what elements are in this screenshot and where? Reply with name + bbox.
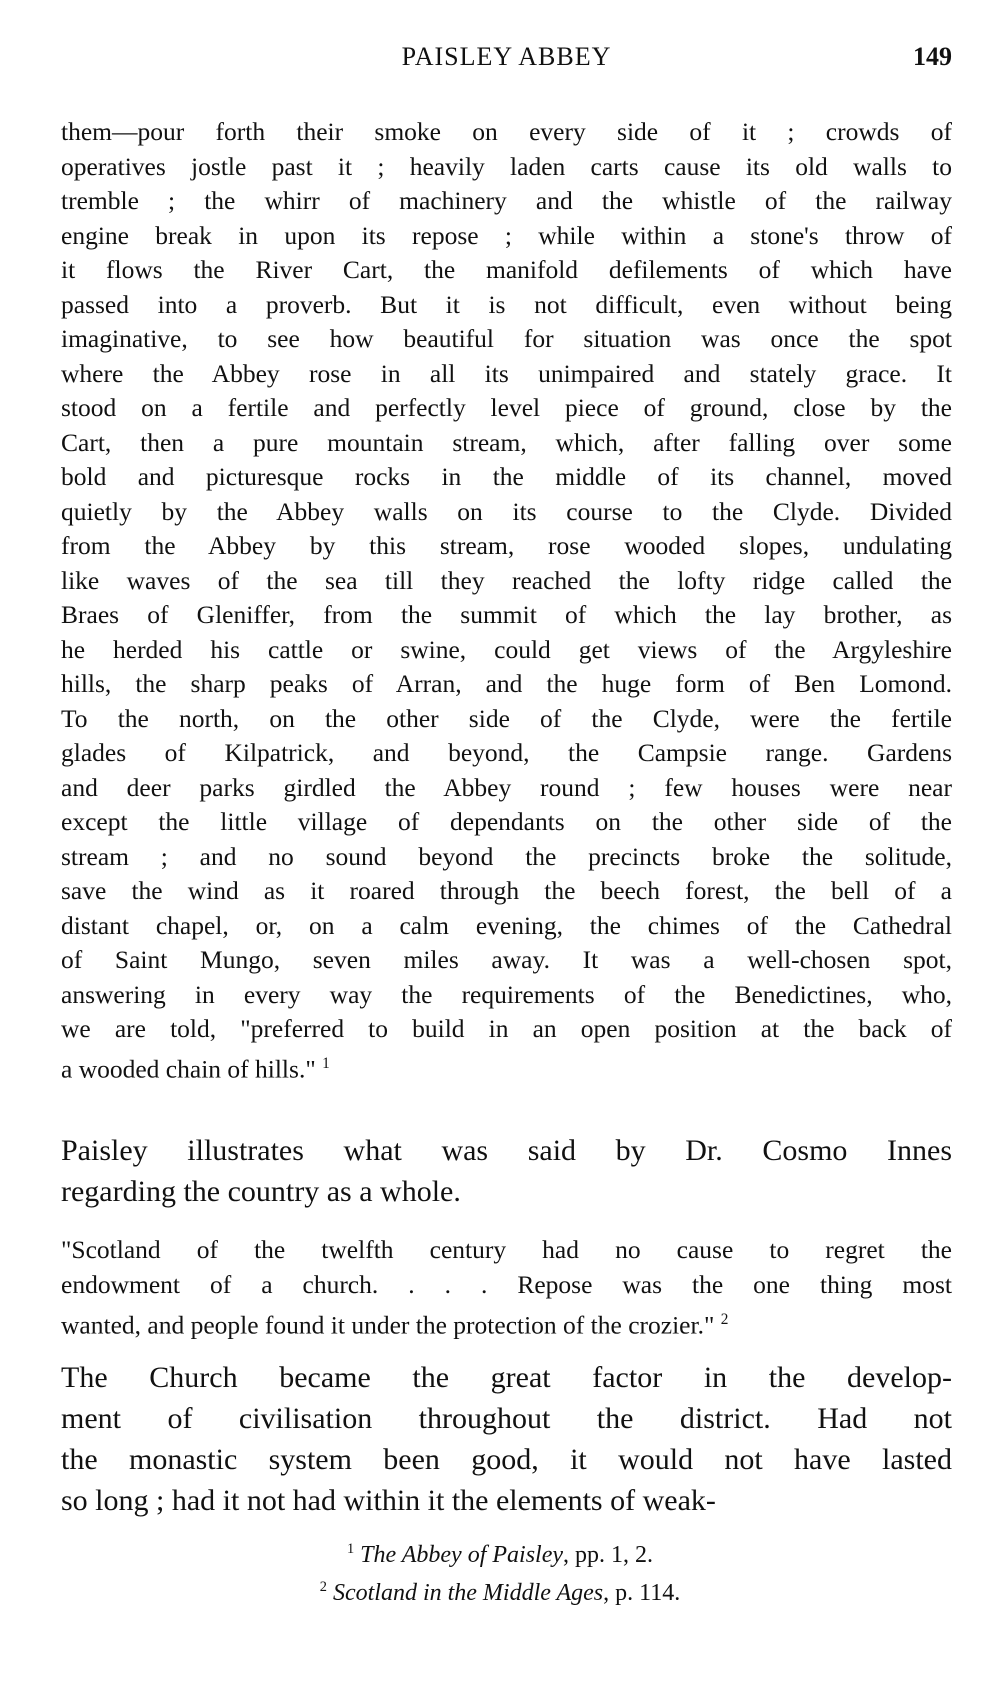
text-line — [61, 1439, 952, 1480]
line-text: operatives jostle past it ; heavily laden carts cause its old walls to — [61, 151, 952, 181]
line-text: stood on a fertile and perfectly level piece of ground, close by the — [61, 393, 952, 422]
line-text: To the north, on the other side of the Clyde, were the fertile — [61, 703, 952, 733]
text-line — [61, 1232, 952, 1267]
line-text: quietly by the Abbey walls on its course to the Clyde. Divided — [61, 496, 952, 526]
paragraph-2 — [61, 1130, 952, 1212]
text-line — [61, 150, 952, 185]
text-line — [61, 840, 952, 875]
text-line — [61, 702, 952, 737]
footnote-pages: , p. 114. — [603, 1580, 681, 1606]
line-text: hills, the sharp peaks of Arran, and the huge form of Ben Lomond. — [61, 669, 952, 698]
paragraph-3 — [61, 1357, 952, 1521]
text-line — [61, 564, 952, 599]
line-text: The Church became the great factor in the develop- — [61, 1361, 952, 1394]
line-text: where the Abbey rose in all its unimpaired and stately grace. It — [61, 358, 952, 388]
line-text: them—pour forth their smoke on every side of it ; crowds of — [61, 117, 952, 146]
text-line — [61, 771, 952, 806]
text-line — [61, 1357, 952, 1398]
line-text: ment of civilisation throughout the district. Had not — [61, 1402, 952, 1435]
text-line — [61, 1130, 952, 1171]
footnote-title: Scotland in the Middle Ages — [332, 1580, 604, 1606]
footnote-reference: 1 — [322, 1054, 330, 1072]
line-text: Cart, then a pure mountain stream, which, after falling over some — [61, 427, 952, 457]
line-text: bold and picturesque rocks in the middle of its channel, moved — [61, 462, 952, 491]
footnote-title: The Abbey of Paisley — [360, 1542, 564, 1568]
text-line — [61, 184, 952, 219]
footnotes — [0, 1533, 1000, 1609]
text-line — [61, 460, 952, 495]
text-line — [61, 495, 952, 530]
line-text: we are told, "preferred to build in an open position at the back of — [61, 1014, 952, 1043]
line-text: imaginative, to see how beautiful for situation was once the spot — [61, 324, 952, 353]
footnote-reference: 2 — [720, 1311, 729, 1328]
line-text: the monastic system been good, it would not have lasted — [61, 1443, 952, 1476]
footnote-1 — [0, 1533, 1000, 1571]
line-text: distant chapel, or, on a calm evening, the chimes of the Cathedral — [61, 910, 952, 940]
page-number: 149 — [913, 42, 952, 71]
line-text: a wooded chain of hills." — [61, 1054, 316, 1083]
text-line — [61, 598, 952, 633]
running-header — [61, 42, 952, 78]
footnote-pages: , pp. 1, 2. — [563, 1542, 654, 1568]
text-line — [61, 805, 952, 840]
text-line — [61, 253, 952, 288]
line-text: save the wind as it roared through the beech forest, the bell of a — [61, 876, 952, 905]
text-line — [61, 1480, 952, 1521]
line-text: regarding the country as a whole. — [61, 1175, 461, 1208]
text-line — [61, 633, 952, 668]
line-text: answering in every way the requirements of the Benedictines, who, — [61, 979, 952, 1009]
line-text: glades of Kilpatrick, and beyond, the Campsie range. Gardens — [61, 738, 952, 767]
text-line — [61, 529, 952, 564]
text-line — [61, 219, 952, 254]
text-line — [61, 1047, 952, 1082]
footnote-mark: 2 — [319, 1579, 327, 1595]
line-text: endowment of a church. . . . Repose was the one thing most — [61, 1270, 952, 1299]
block-quote — [61, 1232, 952, 1340]
text-line — [61, 322, 952, 357]
footnote-2 — [0, 1571, 1000, 1609]
line-text: except the little village of dependants on the other side of the — [61, 807, 952, 836]
text-line — [61, 1012, 952, 1047]
text-line — [61, 978, 952, 1013]
text-line — [61, 943, 952, 978]
text-line — [61, 426, 952, 461]
text-line — [61, 1398, 952, 1439]
line-text: he herded his cattle or swine, could get views of the Argyleshire — [61, 634, 952, 664]
line-text: wanted, and people found it under the protection of the crozier." — [61, 1310, 715, 1340]
line-text: and deer parks girdled the Abbey round ; few houses were near — [61, 772, 952, 802]
line-text: stream ; and no sound beyond the precincts broke the solitude, — [61, 841, 952, 871]
line-text: so long ; had it not had within it the elements of weak- — [61, 1484, 716, 1517]
text-line — [61, 736, 952, 771]
line-text: like waves of the sea till they reached the lofty ridge called the — [61, 565, 952, 595]
text-line — [61, 1171, 952, 1212]
line-text: it flows the River Cart, the manifold defilements of which have — [61, 255, 952, 284]
line-text: Paisley illustrates what was said by Dr. Cosmo Innes — [61, 1134, 952, 1167]
line-text: Braes of Gleniffer, from the summit of which the lay brother, as — [61, 600, 952, 629]
line-text: tremble ; the whirr of machinery and the whistle of the railway — [61, 186, 952, 215]
text-line — [61, 909, 952, 944]
text-line — [61, 391, 952, 426]
text-line — [61, 288, 952, 323]
line-text: engine break in upon its repose ; while within a stone's throw of — [61, 220, 952, 250]
text-line — [61, 874, 952, 909]
running-title: PAISLEY ABBEY — [401, 42, 612, 71]
text-line — [61, 1267, 952, 1302]
text-line — [61, 357, 952, 392]
text-line — [61, 667, 952, 702]
paragraph-1 — [61, 115, 952, 1081]
line-text: passed into a proverb. But it is not difficult, even without being — [61, 289, 952, 319]
line-text: of Saint Mungo, seven miles away. It was a well-chosen spot, — [61, 945, 952, 974]
text-line — [61, 115, 952, 150]
line-text: "Scotland of the twelfth century had no cause to regret the — [61, 1235, 952, 1264]
line-text: from the Abbey by this stream, rose wooded slopes, undulating — [61, 531, 952, 560]
text-line — [61, 1302, 952, 1340]
footnote-mark: 1 — [346, 1541, 355, 1557]
